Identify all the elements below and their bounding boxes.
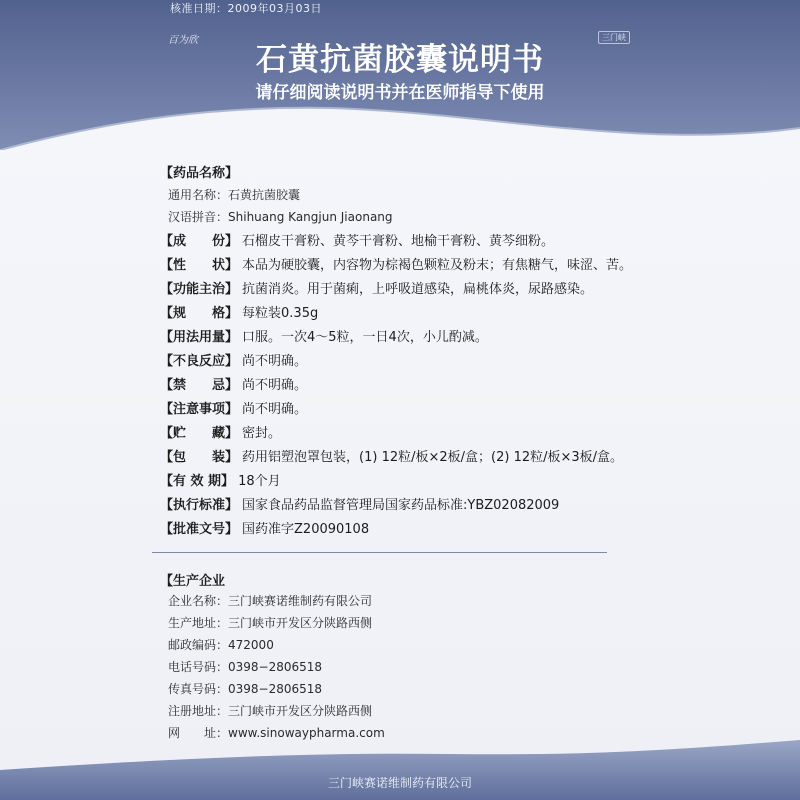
pinyin-value: Shihuang Kangjun Jiaonang (228, 210, 393, 224)
manufacturer-row: 传真号码：0398−2806518 (168, 682, 323, 696)
manufacturer-row: 注册地址：三门峡市开发区分陕路西侧 (168, 704, 373, 718)
drug-name-heading: 【药品名称】 (160, 166, 239, 181)
section-packaging: 【包 装】 药用铝塑泡罩包装，(1) 12粒/板×2板/盒；(2) 12粒/板×3板/盒。 (160, 450, 624, 465)
header-band (0, 0, 800, 150)
generic-name-row (168, 186, 300, 203)
manufacturer-row: 电话号码：0398−2806518 (168, 660, 323, 674)
section-specification: 【规 格】 每粒装0.35g (160, 306, 319, 321)
section-dosage: 【用法用量】 口服。一次4～5粒，一日4次，小儿酌减。 (160, 330, 488, 345)
section-appearance: 【性 状】 本品为硬胶囊，内容物为棕褐色颗粒及粉末；有焦糖气，味涩、苦。 (160, 258, 633, 273)
section-ingredients: 【成 份】 石榴皮干膏粉、黄芩干膏粉、地榆干膏粉、黄芩细粉。 (160, 234, 555, 249)
generic-name-value: 石黄抗菌胶囊 (228, 188, 301, 202)
brand-logo-left: 百为欣 (168, 35, 198, 46)
manufacturer-row: 企业名称：三门峡赛诺维制药有限公司 (168, 594, 373, 608)
document-title: 石黄抗菌胶囊说明书 (256, 42, 544, 78)
section-shelf-life: 【有 效 期】 18个月 (160, 474, 281, 489)
section-standard: 【执行标准】 国家食品药品监督管理局国家药品标准:YBZ02082009 (160, 498, 560, 513)
pinyin-row (168, 208, 393, 225)
section-indications: 【功能主治】 抗菌消炎。用于菌痢，上呼吸道感染，扁桃体炎，尿路感染。 (160, 282, 594, 297)
section-approval-number: 【批准文号】 国药准字Z20090108 (160, 522, 370, 537)
document-subtitle: 请仔细阅读说明书并在医师指导下使用 (255, 83, 545, 103)
footer-company: 三门峡赛诺维制药有限公司 (327, 776, 472, 790)
manufacturer-heading: 【生产企业 (160, 574, 226, 589)
section-storage: 【贮 藏】 密封。 (160, 426, 282, 441)
manufacturer-row: 网 址：www.sinowaypharma.com (168, 726, 385, 740)
section-contraindications: 【禁 忌】 尚不明确。 (160, 378, 308, 393)
manufacturer-row: 邮政编码：472000 (168, 638, 274, 652)
approval-date: 核准日期：2009年03月03日 (170, 2, 322, 15)
pinyin-label: 汉语拼音： (168, 210, 229, 224)
footer-band (0, 730, 800, 800)
section-divider (152, 552, 607, 553)
brand-logo-right: 三门峡 (598, 31, 630, 44)
manufacturer-row: 生产地址：三门峡市开发区分陕路西侧 (168, 616, 373, 630)
generic-name-label: 通用名称： (168, 188, 229, 202)
section-adverse-reactions: 【不良反应】 尚不明确。 (160, 354, 308, 369)
section-precautions: 【注意事项】 尚不明确。 (160, 402, 308, 417)
